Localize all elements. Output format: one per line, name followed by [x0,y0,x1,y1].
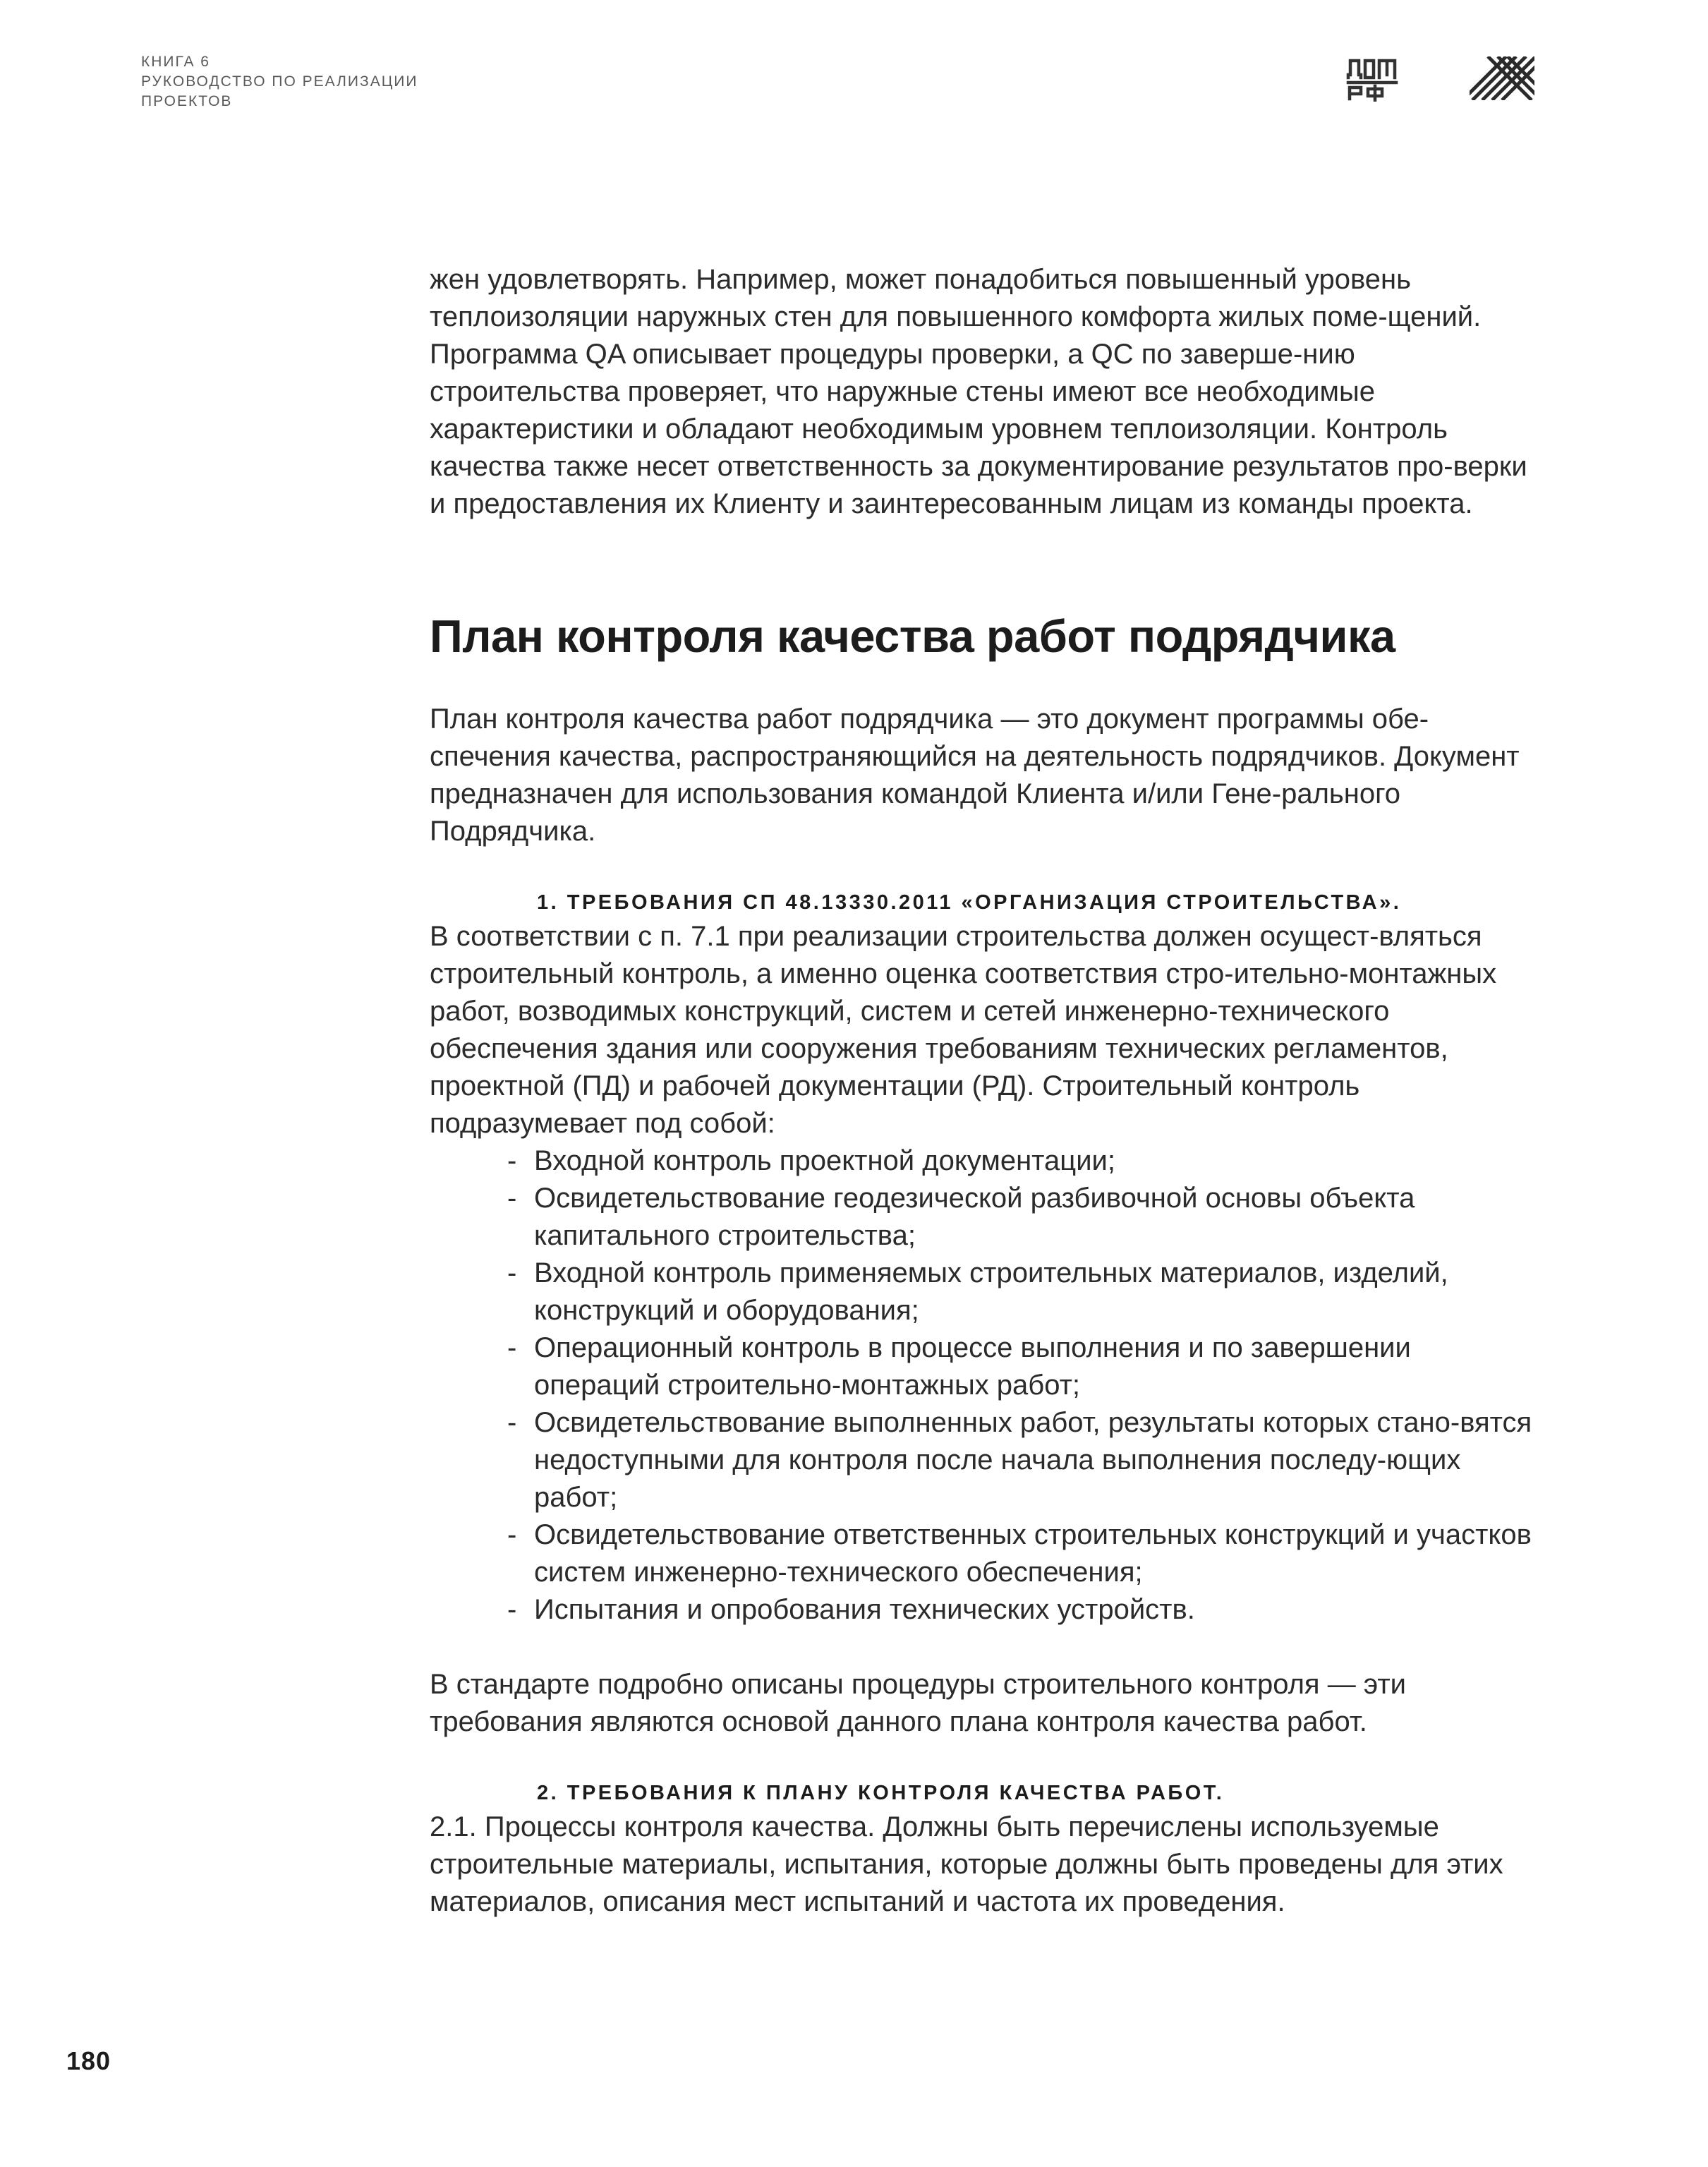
section-intro-paragraph: План контроля качества работ подрядчика — это документ программы обе-спечения качества, распространяющийся на деятельность подрядчиков. Документ предназначен для использования командой Клиента и/или Гене-рального Подрядчика. [430,704,1520,847]
list-item: - Испытания и опробования технических устройств. [507,1591,1534,1629]
guide-title-line2: ПРОЕКТОВ [141,93,233,109]
list-item: - Входной контроль применяемых строительных материалов, изделий, конструкций и оборудования; [507,1255,1534,1329]
list-item: - Освидетельствование геодезической разбивочной основы объекта капитального строительства; [507,1180,1534,1255]
subsection-1-heading: 1. ТРЕБОВАНИЯ СП 48.13330.2011 «ОРГАНИЗАЦИЯ СТРОИТЕЛЬСТВА». [537,891,1402,914]
book-label: КНИГА 6 [141,54,210,70]
list-item: - Операционный контроль в процессе выполнения и по завершении операций строительно-монтажных работ; [507,1329,1534,1404]
running-head [141,52,418,111]
list-item: - Освидетельствование выполненных работ, результаты которых стано-вятся недоступными для контроля после начала выполнения последу-ющих работ; [507,1404,1534,1516]
guide-title-line1: РУКОВОДСТВО ПО РЕАЛИЗАЦИИ [141,73,418,90]
dom-rf-logo [1345,56,1399,102]
page-number: 180 [66,2046,111,2075]
subsection-2-heading: 2. ТРЕБОВАНИЯ К ПЛАНУ КОНТРОЛЯ КАЧЕСТВА РАБОТ. [537,1782,1225,1804]
subsection-1-closing: В стандарте подробно описаны процедуры строительного контроля — эти требования являются основой данного плана контроля качества работ. [430,1669,1407,1737]
intro-paragraph: жен удовлетворять. Например, может понадобиться повышенный уровень теплоизоляции наружных стен для повышенного комфорта жилых поме-щений. Программа QA описывает процедуры проверки, а QC по заверше-нию строительства проверяет, что наружные стены имеют все необходимые характеристики и обладают необходимым уровнем теплоизоляции. Контроль качества также несет ответственность за документирование результатов про-верки и предоставления их Клиенту и заинтересованным лицам из команды проекта. [430,264,1527,519]
list-item: - Входной контроль проектной документации; [507,1142,1534,1180]
section-title: План контроля качества работ подрядчика [430,610,1395,662]
subsection-1-text: В соответствии с п. 7.1 при реализации строительства должен осущест-вляться строительный контроль, а именно оценка соответствия стро-ительно-монтажных работ, возводимых конструкций, систем и сетей инженерно-технического обеспечения здания или сооружения требованиям технических регламентов, проектной (ПД) и рабочей документации (РД). Строительный контроль подразумевает под собой: [430,921,1497,1139]
page-content [430,261,1534,1921]
pattern-logo [1470,56,1534,100]
subsection-2-text: 2.1. Процессы контроля качества. Должны быть перечислены используемые строительные материалы, испытания, которые должны быть проведены для этих материалов, описания мест испытаний и частота их проведения. [430,1811,1503,1917]
control-list [430,1142,1534,1629]
list-item: - Освидетельствование ответственных строительных конструкций и участков систем инженерно-технического обеспечения; [507,1516,1534,1591]
